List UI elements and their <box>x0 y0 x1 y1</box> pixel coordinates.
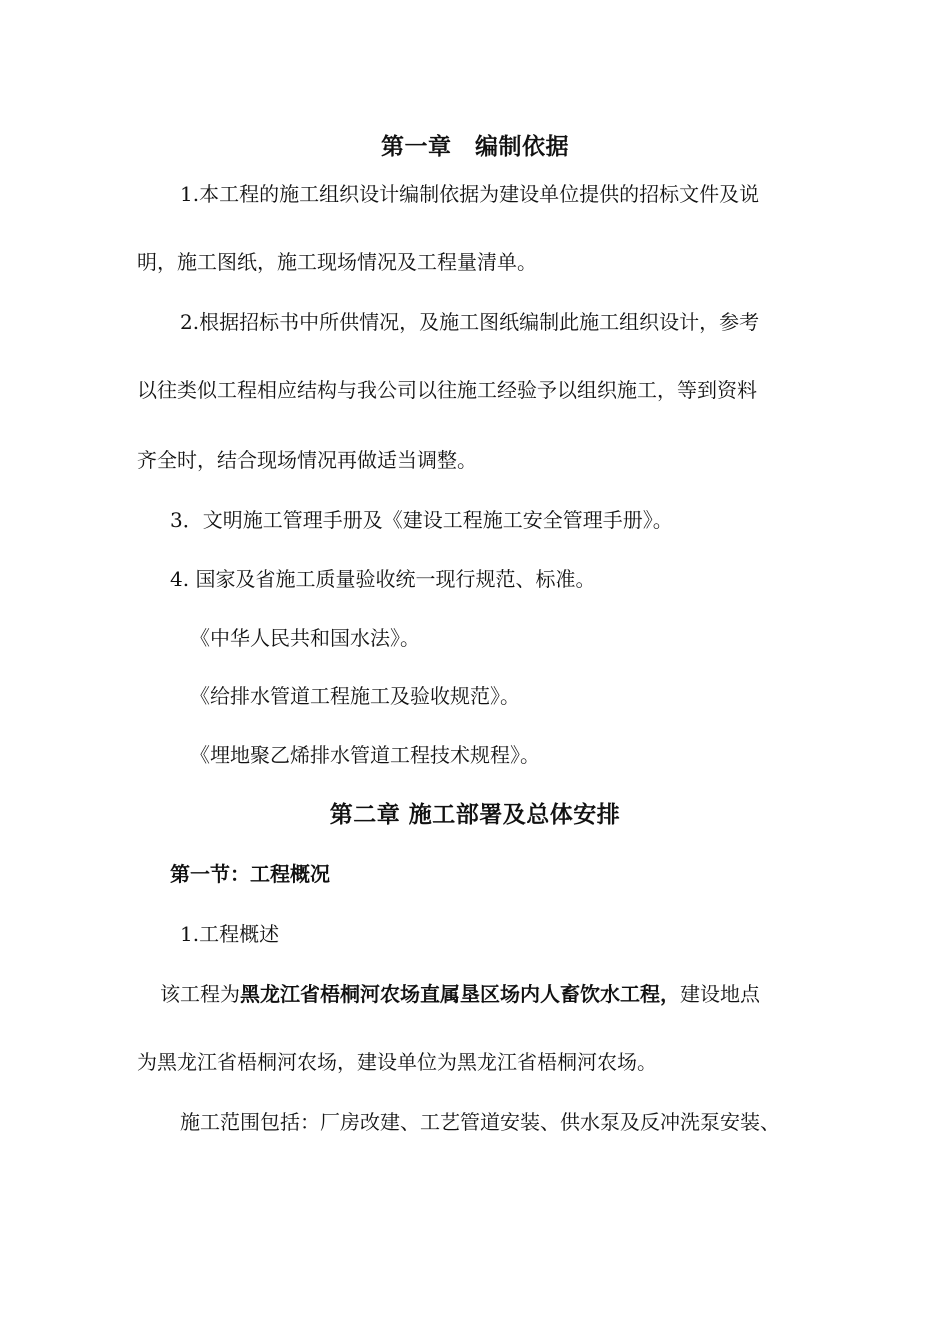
overview-paragraph-line-2: 为黑龙江省梧桐河农场，建设单位为黑龙江省梧桐河农场。 <box>137 1050 657 1074</box>
regulation-item-3: 《埋地聚乙烯排水管道工程技术规程》。 <box>190 743 540 767</box>
project-name: 黑龙江省梧桐河农场直属垦区场内人畜饮水工程， <box>240 982 680 1006</box>
paragraph-3: 3．文明施工管理手册及《建设工程施工安全管理手册》。 <box>170 508 673 532</box>
paragraph-2-line-3: 齐全时，结合现场情况再做适当调整。 <box>137 448 477 472</box>
paragraph-1-line-1: 1.本工程的施工组织设计编制依据为建设单位提供的招标文件及说 <box>180 182 760 206</box>
overview-suffix: 建设地点 <box>680 982 760 1006</box>
scope-paragraph: 施工范围包括：厂房改建、工艺管道安装、供水泵及反冲洗泵安装、 <box>180 1110 780 1134</box>
regulation-item-2: 《给排水管道工程施工及验收规范》。 <box>190 684 520 708</box>
chapter-1-title: 第一章 编制依据 <box>381 133 569 160</box>
item-1-heading: 1.工程概述 <box>180 922 280 946</box>
overview-prefix: 该工程为 <box>160 982 240 1006</box>
overview-paragraph-line-1 <box>160 980 760 1008</box>
chapter-2-title: 第二章 施工部署及总体安排 <box>329 801 621 828</box>
paragraph-1-line-2: 明，施工图纸，施工现场情况及工程量清单。 <box>137 250 537 274</box>
section-1-title: 第一节：工程概况 <box>170 862 330 886</box>
paragraph-2-line-1: 2.根据招标书中所供情况，及施工图纸编制此施工组织设计，参考 <box>180 310 760 334</box>
paragraph-2-line-2: 以往类似工程相应结构与我公司以往施工经验予以组织施工，等到资料 <box>137 378 757 402</box>
regulation-item-1: 《中华人民共和国水法》。 <box>190 626 420 650</box>
paragraph-4: 4. 国家及省施工质量验收统一现行规范、标准。 <box>170 567 596 591</box>
